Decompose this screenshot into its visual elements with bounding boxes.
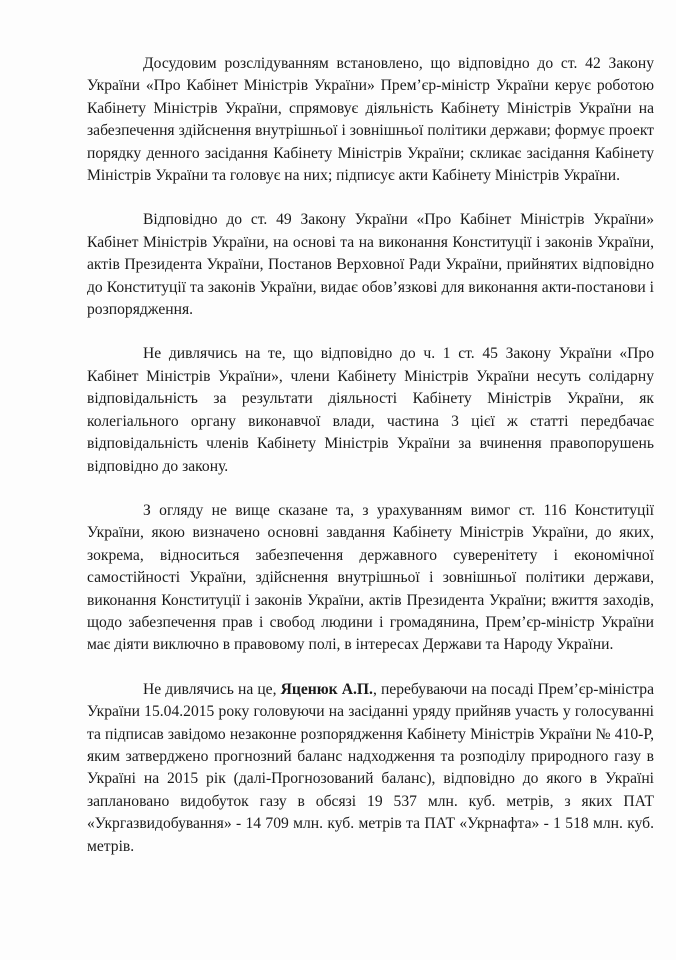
paragraph-article-45: Не дивлячись на те, що відповідно до ч. 1 ст. 45 Закону України «Про Кабінет Міністрів України», члени Кабінету Міністрів України несуть солідарну відповідальність за результати діяльності Кабінету Міністрів України, як колегіального органу виконавчої влади, частина 3 цієї ж статті передбачає відповідальність членів Кабінету Міністрів України за вчинення правопорушень відповідно до закону. <box>87 345 654 475</box>
document-body <box>87 53 654 880</box>
person-name: Яценюк А.П. <box>280 680 373 698</box>
paragraph-yatsenyuk <box>87 679 654 858</box>
paragraph-lead-text: Не дивлячись на це, <box>143 680 277 698</box>
paragraph-article-49: Відповідно до ст. 49 Закону України «Про Кабінет Міністрів України» Кабінет Міністрів України, на основі та на виконання Конституції і законів України, актів Президента України, Постанов Верховної Ради України, прийнятих відповідно до Конституції та законів України, видає обов’язкові для виконання акти-постанови і розпорядження. <box>87 211 654 319</box>
paragraph-article-116: З огляду не вище сказане та, з урахуванням вимог ст. 116 Конституції України, якою визначено основні завдання Кабінету Міністрів України, до яких, зокрема, відноситься забезпечення державного суверенітету і економічної самостійності України, здійснення внутрішньої і зовнішньої політики держави, виконання Конституції і законів України, актів Президента України; вжиття заходів, щодо забезпечення прав і свобод людини і громадянина, Прем’єр-міністр України має діяти виключно в правовому полі, в інтересах Держави та Народу України. <box>87 501 654 654</box>
paragraph-rest-text: , перебуваючи на посаді Прем’єр-міністра України 15.04.2015 року головуючи на засіданні уряду прийняв участь у голосуванні та підписав завідомо незаконне розпорядження Кабінету Міністрів України № 410-Р, яким затверджено прогнозний баланс надходження та розподілу природного газу в Україні на 2015 рік (далі-Прогнозований баланс), відповідно до якого в Україні заплановано видобуток газу в обсязі 19 537 млн. куб. метрів, з яких ПАТ «Укргазвидобування» - 14 709 млн. куб. метрів та ПАТ «Укрнафта» - 1 518 млн. куб. метрів. <box>87 680 655 855</box>
paragraph-article-42: Досудовим розслідуванням встановлено, що відповідно до ст. 42 Закону України «Про Кабінет Міністрів України» Прем’єр-міністр України керує роботою Кабінету Міністрів України, спрямовує діяльність Кабінету Міністрів України на забезпечення здійснення внутрішньої і зовнішньої політики держави; формує проект порядку денного засідання Кабінету Міністрів України; скликає засідання Кабінету Міністрів України та головує на них; підписує акти Кабінету Міністрів України. <box>87 55 654 185</box>
